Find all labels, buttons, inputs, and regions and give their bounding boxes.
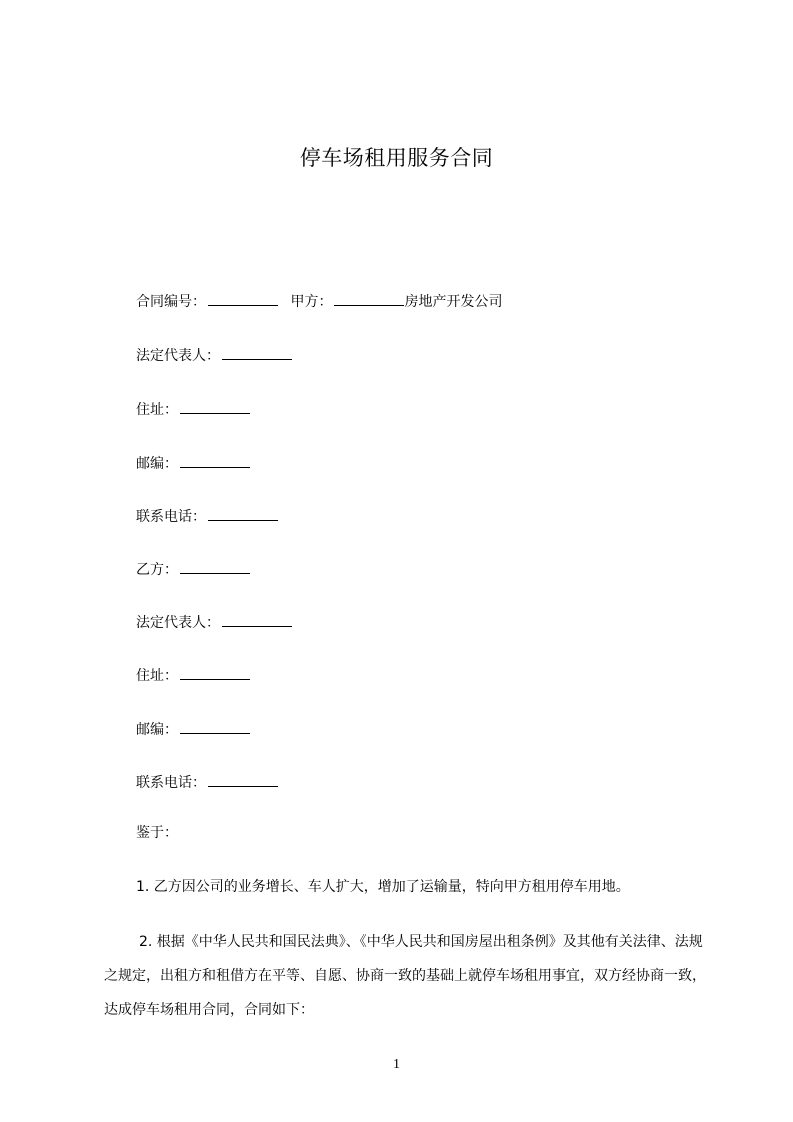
clause-2: 2. 根据《中华人民共和国民法典》、《中华人民共和国房屋出租条例》及其他有关法律、法规之规定，出租方和租借方在平等、自愿、协商一致的基础上就停车场租用事宜，双方经协商一致，达成停车场租用合同，合同如下： (104, 934, 706, 1018)
party-a-phone-blank[interactable] (208, 506, 278, 521)
page-number: 1 (393, 1057, 400, 1072)
party-b-postcode-label: 邮编： (136, 722, 178, 738)
party-b-phone-line (136, 772, 278, 793)
party-b-label: 乙方： (136, 562, 178, 578)
party-a-address-line (136, 399, 250, 420)
clause-1: 1. 乙方因公司的业务增长、车人扩大，增加了运输量，特向甲方租用停车用地。 (136, 879, 630, 895)
document-title: 停车场租用服务合同 (299, 146, 494, 170)
party-b-line (136, 559, 250, 580)
party-b-address-label: 住址： (136, 668, 178, 684)
party-a-address-blank[interactable] (180, 399, 250, 414)
party-b-legal-rep-blank[interactable] (222, 612, 292, 627)
contract-no-label: 合同编号： (136, 294, 206, 310)
whereas-label: 鉴于： (136, 825, 178, 841)
party-b-postcode-line (136, 719, 250, 740)
party-a-legal-rep-line (136, 345, 292, 366)
party-a-suffix: 房地产开发公司 (404, 294, 503, 310)
party-b-phone-label: 联系电话： (136, 775, 206, 791)
party-a-legal-rep-label: 法定代表人： (136, 348, 220, 364)
party-b-phone-blank[interactable] (208, 772, 278, 787)
party-a-label: 甲方： (290, 294, 333, 310)
party-b-legal-rep-line (136, 612, 292, 633)
party-a-phone-line (136, 506, 278, 527)
contract-no-blank[interactable] (208, 291, 278, 306)
party-b-address-blank[interactable] (180, 665, 250, 680)
party-b-name-blank[interactable] (180, 559, 250, 574)
party-a-legal-rep-blank[interactable] (222, 345, 292, 360)
party-b-postcode-blank[interactable] (180, 719, 250, 734)
party-a-phone-label: 联系电话： (136, 509, 206, 525)
contract-header-line (136, 291, 502, 312)
party-a-postcode-line (136, 453, 250, 474)
party-a-address-label: 住址： (136, 402, 178, 418)
party-b-address-line (136, 665, 250, 686)
party-b-legal-rep-label: 法定代表人： (136, 615, 220, 631)
party-a-name-blank[interactable] (334, 291, 404, 306)
party-a-postcode-blank[interactable] (180, 453, 250, 468)
party-a-postcode-label: 邮编： (136, 456, 178, 472)
